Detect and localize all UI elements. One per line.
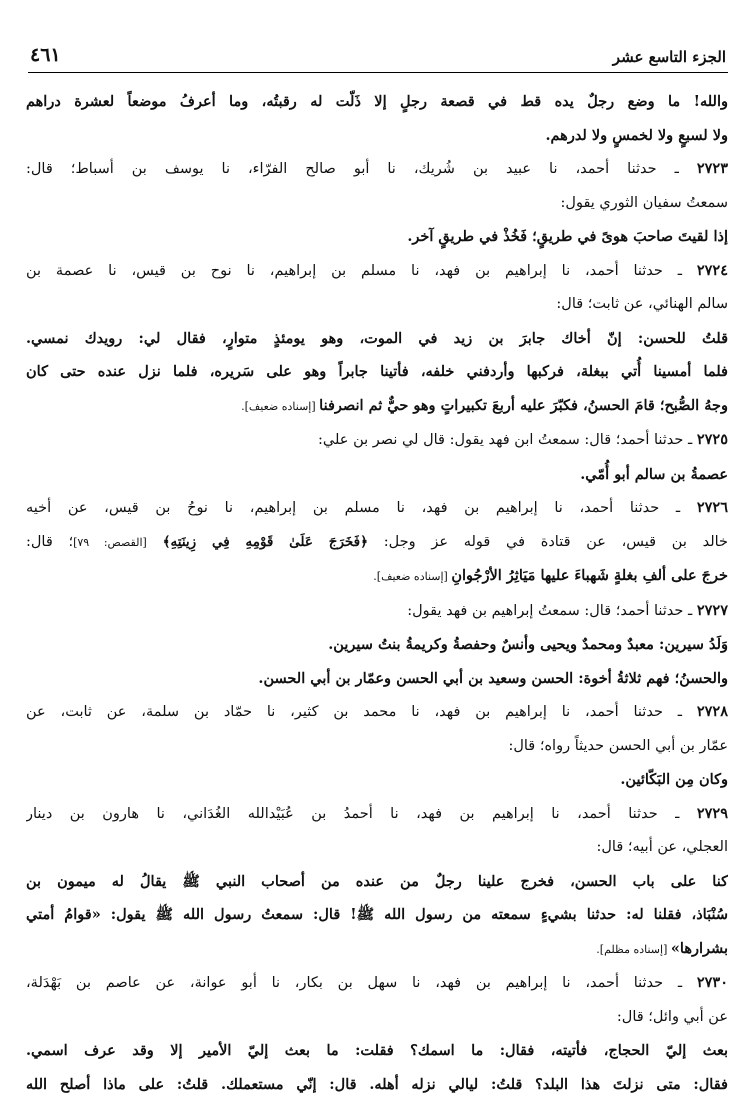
line-text: ـ حدثنا أحمد، نا إبراهيم بن فهد، نا محمد بن كثير، نا حمّاد بن سلمة، عن ثابت، عن xyxy=(26,704,697,720)
text-line xyxy=(26,288,728,322)
line-text: عن أبي وائل؛ قال: xyxy=(616,1008,728,1025)
text-line xyxy=(26,932,728,967)
line-text: سمعتُ سفيان الثوري يقول: xyxy=(560,194,728,211)
header-rule xyxy=(28,72,728,73)
text-line xyxy=(26,187,728,221)
text-line xyxy=(26,423,728,458)
line-text: والله! ما وضع رجلٌ يده قط في قصعة رجلٍ إلا ذَلّت له رقبتُه، وما أعرفُ موضعاً لعشرة دراهم xyxy=(26,93,728,110)
page-number: ٤٦١ xyxy=(30,44,61,66)
hadith-number: ٢٧٢٨ xyxy=(696,703,728,720)
text-line xyxy=(26,85,728,119)
text-line xyxy=(26,254,728,289)
hadith-number: ٢٧٢٩ xyxy=(696,804,728,822)
line-text: ـ حدثنا أحمد، نا إبراهيم بن فهد، نا سهل بن بكار، نا أبو عوانة، عن عاصم بن بَهْدَلة، xyxy=(26,975,697,991)
line-text: والحسنُ؛ فهم ثلاثةُ أخوة: الحسن وسعيد بن أبي الحسن وعمّار بن أبي الحسن. xyxy=(258,669,728,687)
text-line xyxy=(26,559,728,594)
hadith-number: ٢٧٣٠ xyxy=(696,974,728,991)
line-text: عصمةُ بن سالم أبو أُمّي. xyxy=(580,465,728,483)
text-line xyxy=(26,831,728,865)
text-line xyxy=(26,389,728,424)
text-line xyxy=(26,526,728,560)
text-line xyxy=(26,628,728,662)
line-text: ـ حدثنا أحمد، نا عبيد بن شُريك، نا أبو صالح الفرّاء، نا يوسف بن أسباط؛ قال: xyxy=(26,161,697,177)
text-line xyxy=(26,730,728,764)
running-title: الجزء التاسع عشر xyxy=(612,48,726,66)
text-line xyxy=(26,1068,728,1102)
line-text: قلتُ للحسن: إنّ أخاك جابرَ بن زيد في الموت، وهو يومئذٍ متوارٍ، فقال لي: رويدك نمسي. xyxy=(26,329,728,347)
text-line xyxy=(26,865,728,899)
line-text: عمّار بن أبي الحسن حديثاً رواه؛ قال: xyxy=(508,737,728,754)
line-text: فقال: متى نزلتَ هذا البلد؟ قلتُ: ليالي نزله أهله. قال: إنّي مستعملك. قلتُ: على ماذا أصلح الله xyxy=(26,1075,728,1093)
line-text: بشرارها» xyxy=(670,939,728,957)
line-text: فلما أمسينا أُتي ببغلة، فركبها وأردفني خلفه، فأتينا جابراً وهو على سَريره، فلما نزل عنده حتى كان xyxy=(26,363,728,380)
page-header xyxy=(30,36,726,66)
text-line xyxy=(26,491,728,526)
quran-verse: ﴿فَخَرَجَ عَلَىٰ قَوْمِهِ فِي زِينَتِهِ﴾ xyxy=(146,533,384,550)
line-text: وجهُ الصُّبح؛ قامَ الحسنُ، فكبّرَ عليه أربعَ تكبيراتٍ وهو حيٌّ ثم انصرفنا xyxy=(319,396,728,414)
line-text: وكان مِن البَكّائين. xyxy=(620,771,728,788)
line-text: ـ حدثنا أحمد، نا إبراهيم بن فهد، نا مسلم بن إبراهيم، نا نوح بن قيس، نا عصمة بن xyxy=(26,262,697,279)
isnad-grade: [إسناده مظلم]. xyxy=(596,942,671,956)
verse-reference: [القصص: ٧٩] xyxy=(73,535,147,549)
line-text: وَلَدُ سيرين: معبدٌ ومحمدٌ ويحيى وأنسٌ وحفصةُ وكريمةُ بنتُ سيرين. xyxy=(328,636,728,653)
line-text: ـ حدثنا أحمد، نا إبراهيم بن فهد، نا أحمدُ بن عُبَيْدالله الغُدَاني، نا هارون بن دينار xyxy=(26,805,697,822)
text-line xyxy=(26,898,728,932)
line-text: خالد بن قيس، عن قتادة في قوله عز وجل: xyxy=(383,533,728,550)
line-text: بعث إليّ الحجاج، فأتيته، فقال: ما اسمك؟ فقلت: ما بعث إليّ الأمير إلا وقد عرف اسمي. xyxy=(26,1042,728,1059)
line-text: ـ حدثنا أحمد؛ قال: سمعتُ إبراهيم بن فهد يقول: xyxy=(407,602,697,619)
hadith-number: ٢٧٢٥ xyxy=(696,431,728,448)
text-line xyxy=(26,355,728,389)
line-text: سُنْبَاذ، فقلنا له: حدثنا بشيءٍ سمعته من رسول الله ﷺ! قال: سمعتُ رسول الله ﷺ يقول: «قوامُ أمتي xyxy=(26,906,728,923)
text-line xyxy=(26,220,728,254)
text-line xyxy=(26,1034,728,1068)
hadith-number: ٢٧٢٤ xyxy=(696,261,728,279)
hadith-number: ٢٧٢٧ xyxy=(696,601,728,619)
line-text: خرجَ على ألفِ بغلةٍ شَهباءَ عليها مَيَاثِرُ الأرْجُوانِ xyxy=(451,567,728,584)
text-line xyxy=(26,797,728,832)
text-line xyxy=(26,763,728,797)
line-text: سالم الهنائي، عن ثابت؛ قال: xyxy=(556,296,728,312)
isnad-grade: [إسناده ضعيف]. xyxy=(241,399,320,413)
text-line xyxy=(26,152,728,187)
hadith-number: ٢٧٢٣ xyxy=(696,160,728,177)
isnad-grade: [إسناده ضعيف]. xyxy=(373,570,452,583)
text-line xyxy=(26,695,728,730)
line-text: إذا لقيتَ صاحبَ هوىً في طريقٍ؛ فَخُذْ في طريقٍ آخر. xyxy=(407,228,728,245)
text-body xyxy=(26,85,728,1101)
text-line xyxy=(26,966,728,1001)
line-text-after: ؛ قال: xyxy=(26,533,74,550)
line-text: ـ حدثنا أحمد، نا إبراهيم بن فهد، نا مسلم بن إبراهيم، نا نوحُ بن قيس، عن أخيه xyxy=(26,500,697,516)
line-text: ولا لسبعٍ ولا لخمسٍ ولا لدرهم. xyxy=(545,126,728,144)
line-text: ـ حدثنا أحمد؛ قال: سمعتُ ابن فهد يقول: قال لي نصر بن علي: xyxy=(318,432,697,448)
line-text: العجلي، عن أبيه؛ قال: xyxy=(596,839,728,855)
text-line xyxy=(26,322,728,356)
text-line xyxy=(26,662,728,696)
text-line xyxy=(26,458,728,492)
line-text: كنا على باب الحسن، فخرج علينا رجلٌ من عنده من أصحاب النبي ﷺ يقالُ له ميمون بن xyxy=(26,872,728,890)
text-line xyxy=(26,119,728,153)
text-line xyxy=(26,594,728,629)
text-line xyxy=(26,1001,728,1035)
hadith-number: ٢٧٢٦ xyxy=(696,499,728,516)
